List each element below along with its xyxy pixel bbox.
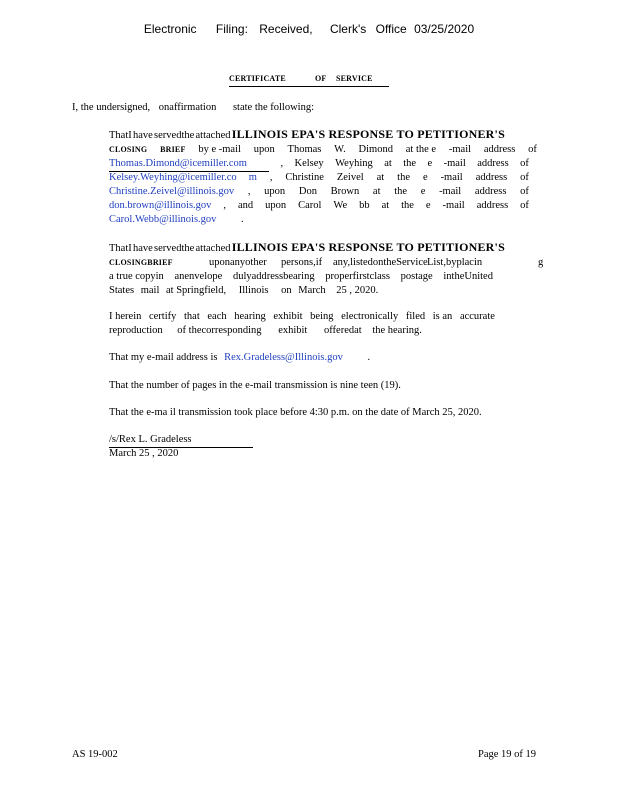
text: , — [223, 200, 227, 211]
email-link-don[interactable]: don.brown@illinois.gov — [109, 200, 212, 211]
text: upon — [253, 144, 275, 155]
text: being — [310, 311, 334, 322]
text: address — [483, 144, 516, 155]
para4-line — [109, 351, 370, 365]
text: Weyhing — [335, 158, 373, 169]
text: exhibit — [273, 311, 303, 322]
text: W. — [334, 144, 346, 155]
text: accurate — [459, 311, 495, 322]
text: at — [376, 172, 385, 183]
email-link-kelsey[interactable] — [109, 171, 257, 185]
text: BRIEF — [160, 145, 186, 154]
text: Brown — [330, 186, 360, 197]
email-link-christine[interactable]: Christine.Zeivel@illinois.gov — [109, 186, 235, 197]
text: postage — [400, 271, 433, 282]
email-text[interactable]: Kelsey.Weyhing@icemiller.co — [109, 172, 237, 183]
text: Dimond — [358, 144, 393, 155]
text: the — [403, 158, 417, 169]
document-title-bold: ILLINOIS EPA'S RESPONSE TO PETITIONER'S — [231, 127, 505, 141]
signature-date: March 25 , 2020 — [109, 448, 179, 459]
text: at the e — [405, 144, 437, 155]
text: Thomas — [287, 144, 322, 155]
email-link-thomas[interactable]: Thomas.Dimond@icemiller.com — [109, 157, 269, 172]
text: 25 — [336, 285, 347, 296]
text: have — [132, 130, 153, 141]
para2-line1 — [109, 240, 505, 256]
text: List,byplacin — [427, 257, 483, 268]
text: of — [520, 200, 529, 211]
text: Zeivel — [336, 172, 364, 183]
text: e — [420, 186, 426, 197]
text: uponanyother — [209, 257, 267, 268]
text: , — [247, 186, 251, 197]
text: March — [298, 285, 326, 296]
intro-part: I, the undersigned, — [72, 102, 151, 113]
header-filing: Filing: — [215, 22, 248, 36]
title-of: OF — [315, 74, 327, 83]
para3-line1 — [109, 310, 495, 324]
text: bb — [359, 200, 370, 211]
text: CLOSING — [109, 145, 148, 154]
signature-name: /s/Rex L. Gradeless — [109, 433, 253, 448]
text: , — [280, 158, 284, 169]
text: ThatI — [109, 130, 132, 141]
para1-line6 — [109, 199, 529, 213]
text: on — [281, 285, 292, 296]
text: of thecorresponding — [177, 325, 262, 336]
text: properfirstclass — [325, 271, 390, 282]
para2-line3 — [109, 270, 493, 284]
text: that — [184, 311, 200, 322]
text: mail — [140, 285, 160, 296]
text: of — [520, 158, 529, 169]
text: reproduction — [109, 325, 163, 336]
text: Carol — [298, 200, 322, 211]
text: -mail — [448, 144, 472, 155]
para1-line3 — [109, 157, 529, 172]
header-clerks: Clerk's — [329, 22, 367, 36]
text: address — [475, 172, 508, 183]
text: any,listedontheService — [333, 257, 428, 268]
para1-line1 — [109, 127, 505, 143]
certificate-title — [229, 74, 389, 87]
text: at — [372, 186, 381, 197]
email-text-tail[interactable]: m — [248, 172, 257, 183]
text: , 2020. — [349, 285, 379, 296]
text: exhibit — [278, 325, 308, 336]
text: -mail — [439, 186, 462, 197]
text: at Springfield, — [166, 285, 227, 296]
document-title-bold: ILLINOIS EPA'S RESPONSE TO PETITIONER'S — [231, 240, 505, 254]
text: CLOSINGBRIEF — [109, 258, 173, 267]
header-received: Received, — [259, 22, 313, 36]
para5-line: That the number of pages in the e-mail transmission is nine teen (19). — [109, 380, 401, 391]
text: certify — [148, 311, 177, 322]
text: persons,if — [281, 257, 323, 268]
intro-part: state the following: — [232, 102, 315, 113]
text: address — [474, 186, 507, 197]
para2-line4 — [109, 284, 378, 298]
text: of — [520, 172, 529, 183]
text: g — [538, 257, 544, 268]
text: e — [425, 200, 431, 211]
text: Kelsey — [294, 158, 324, 169]
email-link-carol[interactable]: Carol.Webb@illinois.gov — [109, 214, 217, 225]
title-certificate: CERTIFICATE — [229, 74, 286, 83]
text: each — [207, 311, 227, 322]
para1-line5 — [109, 185, 529, 199]
text: attached — [195, 243, 231, 254]
header-electronic: Electronic — [143, 22, 197, 36]
para1-line2 — [109, 143, 537, 157]
text: , — [269, 172, 273, 183]
text: . — [367, 352, 371, 363]
para1-line7 — [109, 213, 244, 227]
text: ThatI — [109, 243, 132, 254]
text: anenvelope — [174, 271, 223, 282]
header-office: Office — [375, 22, 407, 36]
text: at — [381, 200, 390, 211]
text: -mail — [442, 200, 465, 211]
text: servedthe — [154, 243, 195, 254]
text: Christine — [285, 172, 324, 183]
text: e — [422, 172, 428, 183]
text: electronically — [341, 311, 399, 322]
text: offeredat — [323, 325, 362, 336]
filing-header — [0, 22, 618, 36]
text: filed — [405, 311, 426, 322]
text: is an — [432, 311, 453, 322]
text: the — [401, 200, 414, 211]
text: Don — [298, 186, 317, 197]
text: of — [528, 144, 537, 155]
text: -mail — [443, 158, 466, 169]
text: address — [476, 200, 509, 211]
text: -mail — [440, 172, 463, 183]
header-date: 03/25/2020 — [414, 22, 475, 36]
intro-part: onaffirmation — [158, 102, 217, 113]
text: . — [241, 214, 244, 225]
email-link-rex[interactable]: Rex.Gradeless@Illinois.gov — [224, 352, 343, 363]
text: of — [520, 186, 529, 197]
para1-line4 — [109, 171, 529, 185]
text: dulyaddressbearing — [232, 271, 315, 282]
text: e — [427, 158, 433, 169]
title-service: SERVICE — [336, 74, 373, 83]
text: by e -mail — [198, 144, 241, 155]
text: hearing — [234, 311, 266, 322]
text: servedthe — [154, 130, 195, 141]
text: upon — [265, 200, 287, 211]
text: States — [109, 285, 135, 296]
text: at — [384, 158, 392, 169]
text: I herein — [109, 311, 142, 322]
text: We — [333, 200, 348, 211]
footer-case-number: AS 19-002 — [72, 749, 118, 760]
text: and — [237, 200, 254, 211]
para3-line2 — [109, 324, 422, 338]
text: have — [132, 243, 153, 254]
para6-line: That the e-ma il transmission took place before 4:30 p.m. on the date of March 25, 2020. — [109, 407, 482, 418]
text: Illinois — [238, 285, 269, 296]
text: address — [477, 158, 509, 169]
text: the hearing. — [372, 325, 422, 336]
text: upon — [264, 186, 286, 197]
footer-page-number: Page 19 of 19 — [478, 749, 537, 760]
text: the — [394, 186, 408, 197]
text: attached — [195, 130, 231, 141]
text: the — [397, 172, 410, 183]
text: That my e-mail address is — [109, 352, 218, 363]
text: intheUnited — [443, 271, 493, 282]
intro-line — [72, 101, 314, 115]
text: a true copyin — [109, 271, 164, 282]
